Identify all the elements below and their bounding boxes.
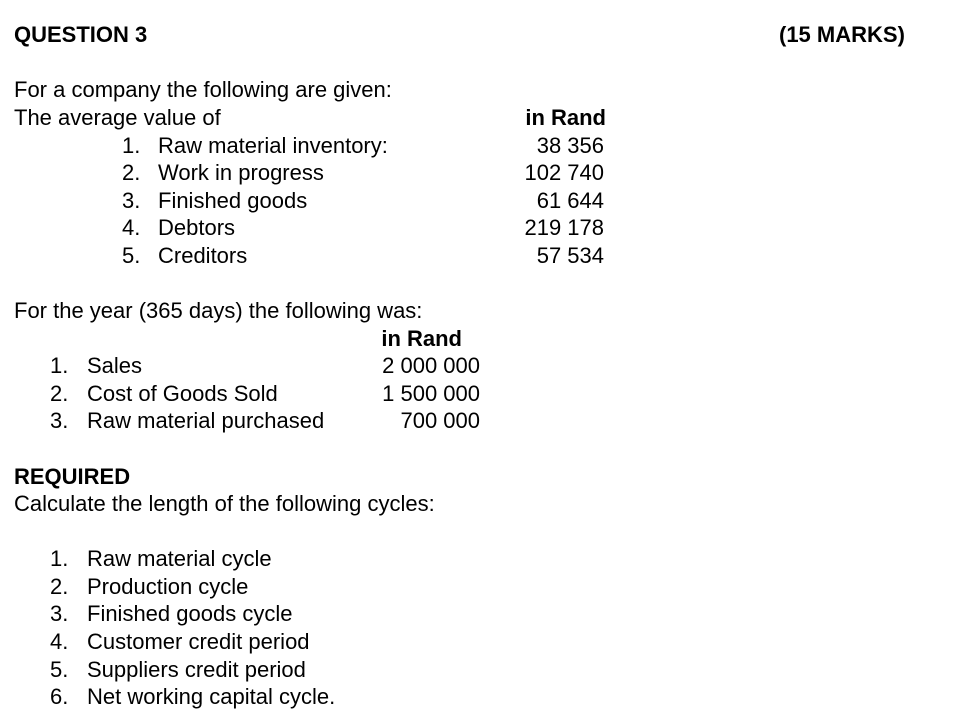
question-title: QUESTION 3 (14, 22, 148, 47)
section2-item-num: 1. (50, 353, 69, 378)
section1-item-num: 2. (122, 160, 141, 185)
section2-item-label: Sales (87, 353, 143, 378)
required-instruction: Calculate the length of the following cycles: (14, 491, 435, 516)
required-title: REQUIRED (14, 464, 131, 489)
section1-intro: For a company the following are given: (14, 77, 392, 102)
section1-subintro: The average value of (14, 105, 221, 130)
section2-unit-label: in Rand (381, 326, 462, 351)
section1-item-label: Debtors (158, 215, 236, 240)
required-item-label: Raw material cycle (87, 546, 272, 571)
required-item-label: Net working capital cycle. (87, 684, 336, 709)
section2-item-num: 2. (50, 381, 69, 406)
section1-item-label: Work in progress (158, 160, 324, 185)
section2-item-value: 700 000 (400, 408, 480, 433)
section1-item-value: 57 534 (536, 243, 604, 268)
section2-item-label: Cost of Goods Sold (87, 381, 278, 406)
required-item-num: 6. (50, 684, 69, 709)
section1-item-value: 219 178 (524, 215, 604, 240)
section2-item-label: Raw material purchased (87, 408, 325, 433)
section1-item-value: 102 740 (524, 160, 604, 185)
section2-intro: For the year (365 days) the following was: (14, 298, 423, 323)
required-item-num: 5. (50, 657, 69, 682)
section1-item-label: Creditors (158, 243, 248, 268)
required-item-label: Production cycle (87, 574, 249, 599)
section1-item-label: Raw material inventory: (158, 133, 388, 158)
required-item-label: Finished goods cycle (87, 601, 293, 626)
section1-unit-label: in Rand (525, 105, 606, 130)
section2-item-value: 2 000 000 (382, 353, 480, 378)
section2-item-num: 3. (50, 408, 69, 433)
section1-item-num: 5. (122, 243, 141, 268)
required-item-num: 4. (50, 629, 69, 654)
required-item-label: Customer credit period (87, 629, 310, 654)
section1-item-num: 1. (122, 133, 141, 158)
marks-label: (15 MARKS) (779, 22, 905, 47)
required-item-num: 3. (50, 601, 69, 626)
section2-item-value: 1 500 000 (382, 381, 480, 406)
required-item-num: 1. (50, 546, 69, 571)
section1-item-num: 3. (122, 188, 141, 213)
section1-item-num: 4. (122, 215, 141, 240)
section1-item-value: 61 644 (536, 188, 604, 213)
section1-item-label: Finished goods (158, 188, 308, 213)
section1-item-value: 38 356 (536, 133, 604, 158)
required-item-label: Suppliers credit period (87, 657, 306, 682)
required-item-num: 2. (50, 574, 69, 599)
